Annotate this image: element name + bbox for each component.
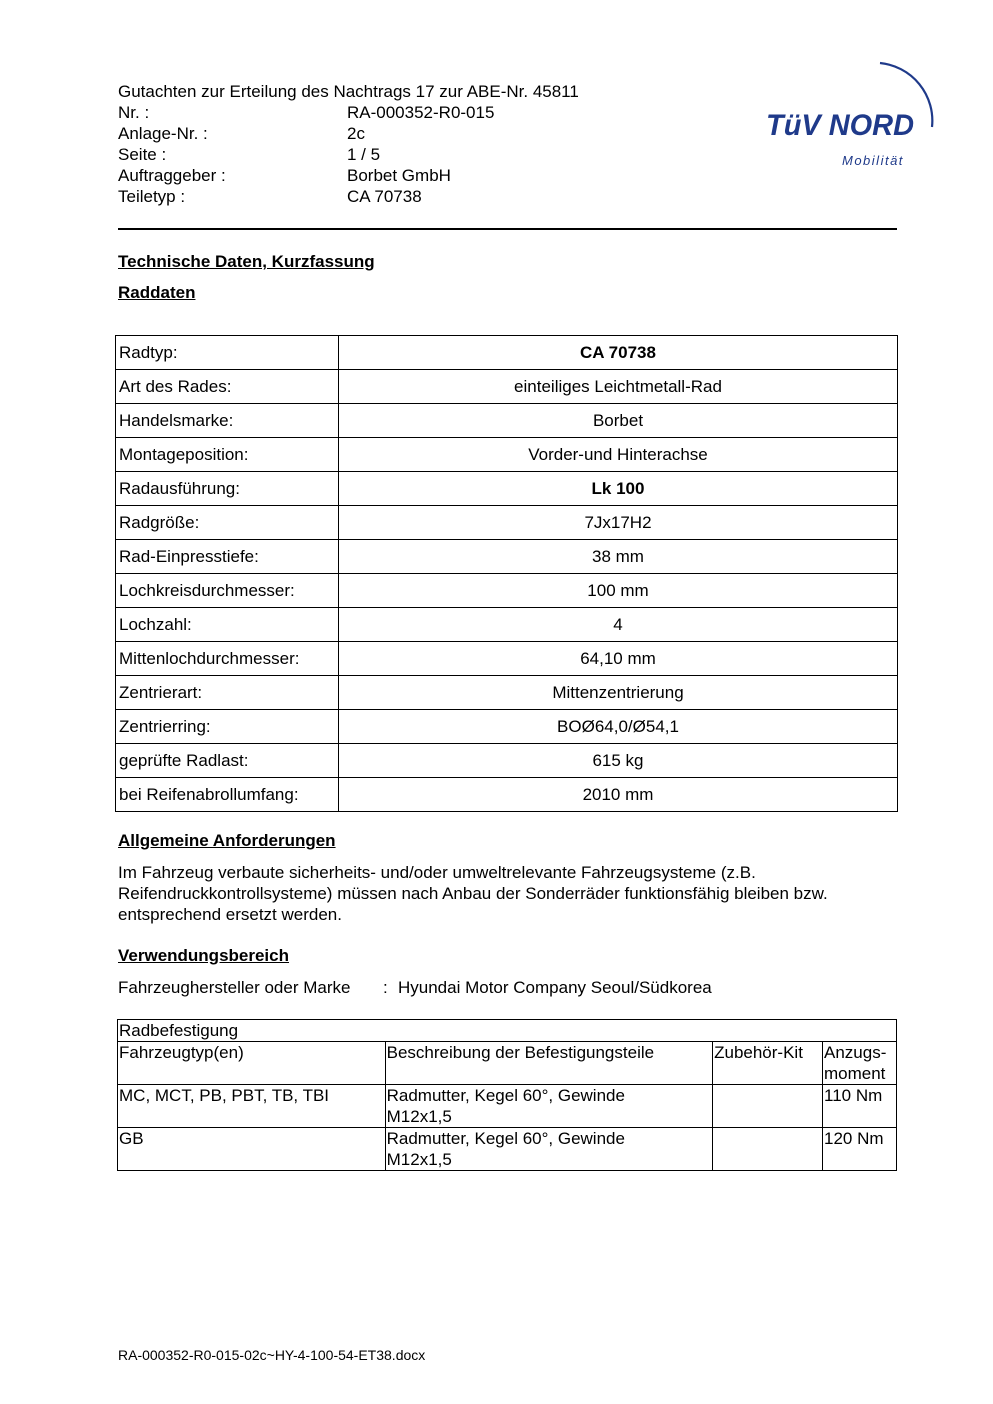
table-title: Radbefestigung	[118, 1020, 897, 1042]
table-row	[116, 710, 898, 744]
row-value: 38 mm	[339, 540, 898, 574]
header-label: Seite :	[118, 145, 167, 164]
table-row	[118, 1085, 897, 1128]
table-row	[116, 574, 898, 608]
row-label: Radausführung:	[116, 472, 339, 506]
moment-cell: 110 Nm	[823, 1085, 897, 1128]
header-value: Borbet GmbH	[347, 166, 451, 185]
text-line: Im Fahrzeug verbaute sicherheits- und/oder umweltrelevante Fahrzeugsysteme (z.B.	[118, 863, 756, 882]
anforderungen-heading: Allgemeine Anforderungen	[118, 831, 336, 850]
table-row	[116, 404, 898, 438]
row-value: 100 mm	[339, 574, 898, 608]
table-row	[116, 744, 898, 778]
beschreibung-line: Radmutter, Kegel 60°, Gewinde	[386, 1129, 625, 1148]
header-row	[118, 165, 451, 186]
verwendung-heading: Verwendungsbereich	[118, 946, 289, 965]
report-title: Gutachten zur Erteilung des Nachtrags 17 zur ABE-Nr. 45811	[118, 82, 579, 101]
row-value: 2010 mm	[339, 778, 898, 812]
row-value: Lk 100	[339, 472, 898, 506]
column-header-line: Anzugs-	[824, 1043, 887, 1062]
row-label: Lochzahl:	[116, 608, 339, 642]
footer-filename: RA-000352-R0-015-02c~HY-4-100-54-ET38.docx	[118, 1347, 426, 1363]
row-label: Zentrierart:	[116, 676, 339, 710]
header-label: Nr. :	[118, 103, 150, 122]
row-label: bei Reifenabrollumfang:	[116, 778, 339, 812]
raddaten-heading: Raddaten	[118, 283, 196, 302]
table-row	[118, 1020, 897, 1042]
column-header: Fahrzeugtyp(en)	[118, 1042, 386, 1085]
row-value: 7Jx17H2	[339, 506, 898, 540]
logo-brand: TüV NORD	[766, 109, 914, 142]
radbefestigung-table	[117, 1019, 897, 1171]
column-header	[823, 1042, 897, 1085]
beschreibung-cell	[385, 1128, 712, 1171]
header-value: RA-000352-R0-015	[347, 103, 495, 122]
anforderungen-text	[118, 862, 908, 925]
section-title: Technische Daten, Kurzfassung	[118, 252, 375, 271]
header-divider	[118, 228, 897, 230]
row-value: Vorder-und Hinterachse	[339, 438, 898, 472]
row-label: Rad-Einpresstiefe:	[116, 540, 339, 574]
header-label: Auftraggeber :	[118, 166, 226, 185]
header-label: Teiletyp :	[118, 187, 186, 206]
raddaten-table	[115, 335, 898, 812]
header-row	[118, 186, 422, 207]
table-row	[116, 778, 898, 812]
beschreibung-line: Radmutter, Kegel 60°, Gewinde	[386, 1086, 625, 1105]
moment-cell: 120 Nm	[823, 1128, 897, 1171]
row-value: BOØ64,0/Ø54,1	[339, 710, 898, 744]
column-header: Zubehör-Kit	[713, 1042, 823, 1085]
row-label: geprüfte Radlast:	[116, 744, 339, 778]
header-value: 1 / 5	[347, 145, 381, 164]
row-label: Radtyp:	[116, 336, 339, 370]
column-header: Beschreibung der Befestigungsteile	[385, 1042, 712, 1085]
hersteller-separator: :	[383, 978, 388, 997]
header-value: CA 70738	[347, 187, 422, 206]
row-label: Lochkreisdurchmesser:	[116, 574, 339, 608]
header-value: 2c	[347, 124, 365, 143]
table-row	[116, 336, 898, 370]
row-value: 4	[339, 608, 898, 642]
hersteller-label: Fahrzeughersteller oder Marke	[118, 978, 351, 997]
table-row	[116, 642, 898, 676]
table-row	[116, 438, 898, 472]
table-row	[116, 540, 898, 574]
kit-cell	[713, 1085, 823, 1128]
text-line: Reifendruckkontrollsysteme) müssen nach Anbau der Sonderräder funktionsfähig bleiben bzw.	[118, 884, 828, 903]
fahrzeugtyp-cell: MC, MCT, PB, PBT, TB, TBI	[118, 1085, 386, 1128]
row-label: Handelsmarke:	[116, 404, 339, 438]
row-value: 64,10 mm	[339, 642, 898, 676]
row-value: einteiliges Leichtmetall-Rad	[339, 370, 898, 404]
row-value: CA 70738	[339, 336, 898, 370]
table-row	[116, 472, 898, 506]
header-row	[118, 144, 381, 165]
header-row	[118, 123, 365, 144]
row-label: Zentrierring:	[116, 710, 339, 744]
row-label: Mittenlochdurchmesser:	[116, 642, 339, 676]
kit-cell	[713, 1128, 823, 1171]
row-value: 615 kg	[339, 744, 898, 778]
table-header-row	[118, 1042, 897, 1085]
column-header-line: moment	[824, 1064, 886, 1083]
header-row	[118, 102, 495, 123]
hersteller-line	[118, 978, 712, 998]
logo-subtitle: Mobilität	[842, 153, 904, 168]
header-label: Anlage-Nr. :	[118, 124, 208, 143]
table-row	[116, 506, 898, 540]
table-row	[116, 370, 898, 404]
table-row	[116, 676, 898, 710]
hersteller-value: Hyundai Motor Company Seoul/Südkorea	[398, 978, 712, 997]
row-label: Radgröße:	[116, 506, 339, 540]
beschreibung-line: M12x1,5	[386, 1107, 452, 1126]
table-row	[116, 608, 898, 642]
table-row	[118, 1128, 897, 1171]
row-value: Borbet	[339, 404, 898, 438]
fahrzeugtyp-cell: GB	[118, 1128, 386, 1171]
text-line: entsprechend ersetzt werden.	[118, 905, 342, 924]
beschreibung-cell	[385, 1085, 712, 1128]
row-value: Mittenzentrierung	[339, 676, 898, 710]
row-label: Montageposition:	[116, 438, 339, 472]
row-label: Art des Rades:	[116, 370, 339, 404]
beschreibung-line: M12x1,5	[386, 1150, 452, 1169]
tuv-nord-logo	[760, 55, 945, 175]
